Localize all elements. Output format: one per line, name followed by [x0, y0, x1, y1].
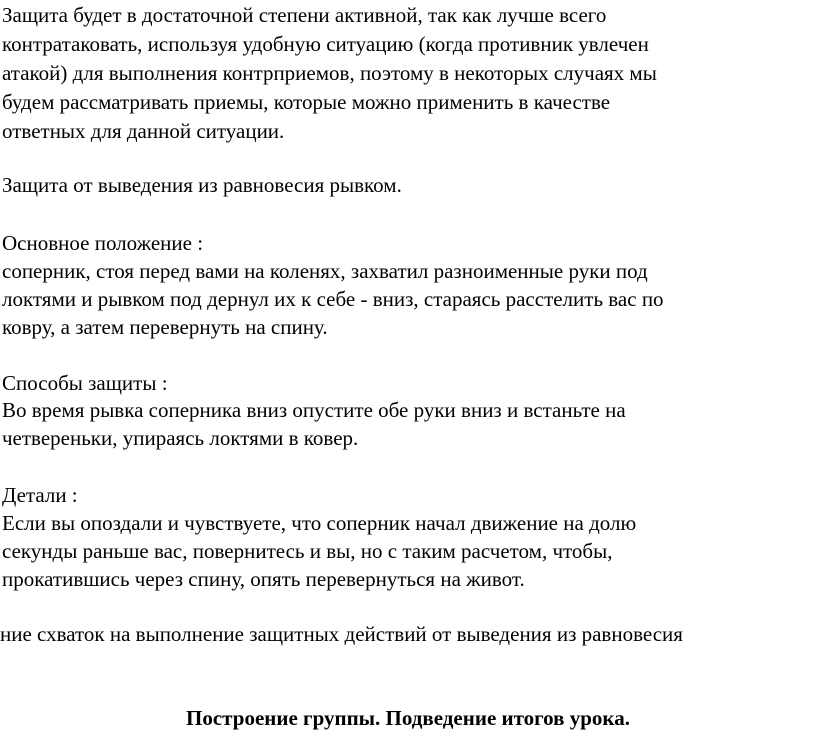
basic-position-label: Основное положение :: [2, 231, 204, 255]
details-line-2: секунды раньше вас, повернитесь и вы, но с таким расчетом, чтобы,: [2, 539, 613, 563]
paragraph1-line-2: контратаковать, используя удобную ситуацию (когда противник увлечен: [2, 32, 649, 56]
defense-methods-line-2: четвереньки, упираясь локтями в ковер.: [2, 426, 359, 450]
defense-methods-label: Способы защиты :: [2, 371, 168, 395]
cut-off-line: ние схваток на выполнение защитных действий от выведения из равновесия: [0, 622, 683, 646]
paragraph1-line-1: Защита будет в достаточной степени активной, так как лучше всего: [2, 3, 607, 27]
paragraph1-line-5: ответных для данной ситуации.: [2, 119, 285, 143]
basic-position-line-2: локтями и рывком под дернул их к себе - вниз, стараясь расстелить вас по: [2, 287, 664, 311]
details-line-1: Если вы опоздали и чувствуете, что соперник начал движение на долю: [2, 511, 637, 535]
details-line-3: прокатившись через спину, опять перевернуться на живот.: [2, 567, 525, 591]
basic-position-line-1: соперник, стоя перед вами на коленях, захватил разноименные руки под: [2, 259, 648, 283]
details-label: Детали :: [2, 483, 78, 507]
paragraph1-line-3: атакой) для выполнения контрприемов, поэтому в некоторых случаях мы: [2, 61, 657, 85]
defense-methods-line-1: Во время рывка соперника вниз опустите обе руки вниз и встаньте на: [2, 398, 626, 422]
final-title: Построение группы. Подведение итогов урока.: [186, 706, 630, 730]
paragraph1-line-4: будем рассматривать приемы, которые можно применить в качестве: [2, 90, 611, 114]
section-heading: Защита от выведения из равновесия рывком.: [2, 173, 402, 197]
basic-position-line-3: ковру, а затем перевернуть на спину.: [2, 315, 328, 339]
